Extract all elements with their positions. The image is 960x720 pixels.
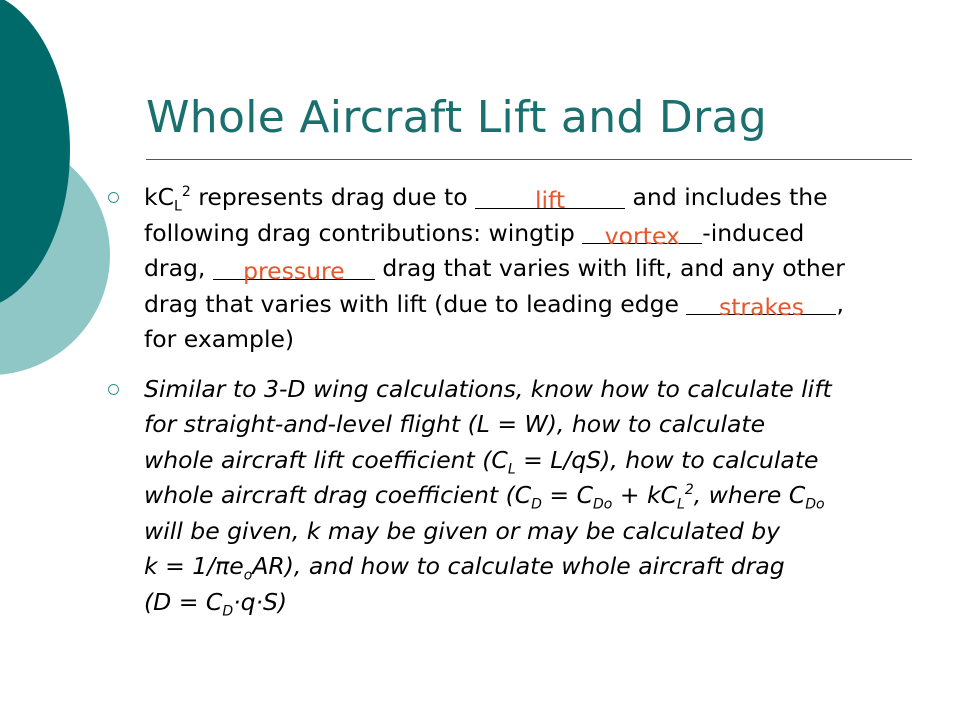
answer-pressure: pressure <box>243 257 345 285</box>
title-divider <box>146 159 912 160</box>
text-line: $k = 1/\pi e_oAR$), and how to calculate whole aircraft drag <box>144 552 785 584</box>
text-line: drag, pressure drag that varies with lift, and any other <box>144 251 934 287</box>
text-line: drag that varies with lift (due to leading edge strakes , <box>144 287 934 323</box>
bullet-ring-icon <box>108 192 119 203</box>
answer-blank <box>475 180 625 216</box>
text-line: following drag contributions: wingtip vortex -induced <box>144 216 934 252</box>
text-line: will be given, k may be given or may be calculated by <box>144 516 781 545</box>
bullet-drag-due-to-lift <box>104 180 934 358</box>
pi-symbol: π <box>215 552 230 580</box>
text-line: whole aircraft lift coefficient $(C_L = L/qS)$, how to calculate <box>144 445 819 478</box>
text-line: for example) <box>144 325 295 353</box>
text-line: whole aircraft drag coefficient ($C_D = C_{Do} + kC_L^2$, where $C_{Do}$ <box>144 481 825 513</box>
bullet-ring-icon <box>108 384 119 395</box>
answer-blank <box>686 287 836 323</box>
answer-blank <box>213 251 375 287</box>
text-line: $(D = C_D\cdot q\cdot S)$ <box>144 587 288 620</box>
text-line: for straight-and-level flight (L = W), how to calculate <box>144 410 766 438</box>
slide-title: Whole Aircraft Lift and Drag <box>146 92 767 143</box>
slide-body <box>104 180 934 620</box>
answer-vortex: vortex <box>604 221 680 250</box>
answer-blank <box>582 216 702 252</box>
bullet-whole-aircraft-calcs <box>104 372 934 621</box>
text-line: Similar to 3-D wing calculations, know how to calculate lift <box>144 374 832 403</box>
answer-lift: lift <box>534 186 566 214</box>
answer-strakes: strakes <box>718 292 804 321</box>
text-line: $kC_L^2$ represents drag due to lift and includes the <box>144 180 934 216</box>
